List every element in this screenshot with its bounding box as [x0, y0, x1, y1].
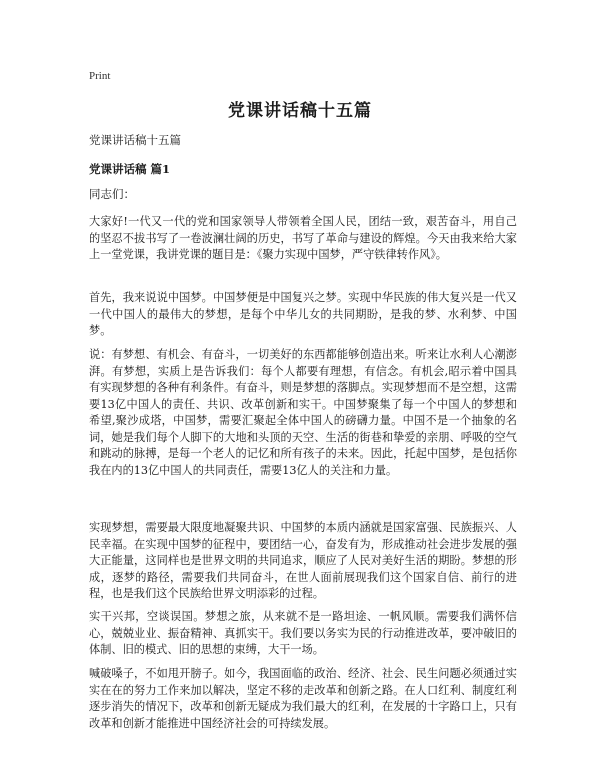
- paragraph: 实现梦想，需要最大限度地凝聚共识、中国梦的本质内涵就是国家富强、民族振兴、人民幸福。在实现中国梦的征程中，要团结一心，奋发有为，形成推动社会进步发展的强大正能量，这同样也是世界文明的共同追求，顺应了人民对美好生活的期盼。梦想的形成，逐梦的路径，需要我们共同奋斗，在世人面前展现我们这个国家自信、前行的进程，也是我们这个民族给世界文明添彩的过程。: [89, 521, 517, 600]
- paragraph: 大家好!一代又一代的党和国家领导人带领着全国人民，团结一致，艰苦奋斗，用自己的坚忍不拔书写了一卷波澜壮阔的历史，书写了革命与建设的辉煌。今天由我来给大家上一堂党课，我讲党课的题目是：《聚力实现中国梦，严守铁律转作风》。: [89, 215, 517, 261]
- document-subtitle: 党课讲话稿十五篇: [89, 133, 181, 147]
- print-label: Print: [89, 70, 111, 82]
- paragraph: 喊破嗓子，不如甩开膀子。如今，我国面临的政治、经济、社会、民生问题必须通过实实在在的努力工作来加以解决，坚定不移的走改革和创新之路。在人口红利、制度红利逐步消失的情况下，改革和创新无疑成为我们最大的红利，在发展的十字路口上，只有改革和创新才能推进中国经济社会的可持续发展。: [89, 667, 517, 730]
- paragraph: 说：有梦想、有机会、有奋斗，一切美好的东西都能够创造出来。听来让水利人心潮澎湃。有梦想，实质上是告诉我们：每个人都要有理想，有信念。有机会,昭示着中国具有实现梦想的各种有利条件。有奋斗，则是梦想的落脚点。实现梦想而不是空想，这需要13亿中国人的责任、共识、改革创新和实干。中国梦聚集了每一个中国人的梦想和希望,聚沙成塔，中国梦，需要汇聚起全体中国人的磅礴力量。中国不是一个抽象的名词，她是我们每个人脚下的大地和头顶的天空、生活的街巷和挚爱的亲朋、呼吸的空气和跳动的脉搏，是每一个老人的记忆和所有孩子的未来。因此，托起中国梦，是包括你我在内的13亿中国人的共同责任，需要13亿人的关注和力量。: [89, 348, 517, 477]
- document-title: 党课讲话稿十五篇: [228, 101, 372, 121]
- greeting: 同志们：: [89, 187, 135, 201]
- section-heading: 党课讲话稿 篇1: [89, 162, 171, 176]
- paragraph: 首先，我来说说中国梦。中国梦便是中国复兴之梦。实现中华民族的伟大复兴是一代又一代中国人的最伟大的梦想，是每个中华儿女的共同期盼，是我的梦、水利梦、中国梦。: [89, 291, 517, 337]
- paragraph: 实干兴邦，空谈误国。梦想之旅，从来就不是一路坦途、一帆风顺。需要我们满怀信心，兢兢业业、振奋精神、真抓实干。我们要以务实为民的行动推进改革，要冲破旧的体制、旧的模式、旧的思想的束缚，大干一场。: [89, 610, 517, 656]
